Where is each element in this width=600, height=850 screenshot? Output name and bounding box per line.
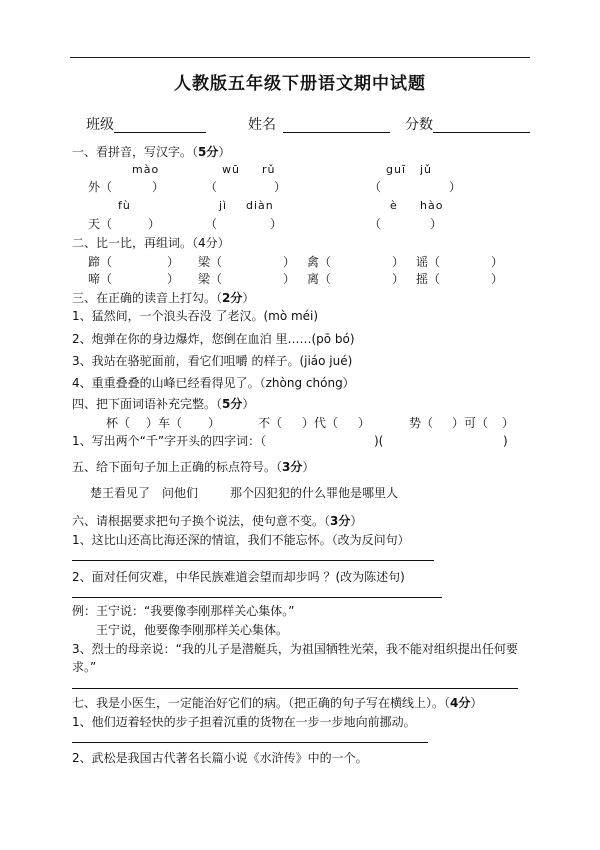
q1-points: 5分: [198, 145, 219, 159]
q2-cell-close: ）: [167, 272, 180, 286]
q7-heading: [72, 697, 482, 709]
q2-cell[interactable]: 离（: [307, 272, 332, 286]
q5-heading-text: 五、给下面句子加上正确的标点符号。（: [72, 460, 283, 474]
name-field[interactable]: [283, 132, 390, 133]
q5-phrase: 那个囚犯犯的什么罪: [230, 486, 339, 500]
q1-pinyin: mào: [132, 163, 160, 176]
q1-heading: [72, 146, 230, 158]
q1-heading-text: 一、看拼音，写汉字。（: [72, 145, 199, 159]
q4-fill[interactable]: ）可（: [452, 416, 489, 430]
q3-close: ）: [242, 291, 255, 305]
q1-pinyin: jǔ: [420, 163, 433, 176]
q6-item1: 1、这比山还高比海还深的情谊，我们不能忘怀。（改为反问句）: [72, 533, 410, 547]
q6-item2: 2、面对任何灾难，中华民族难道会望而却步吗 ？(改为陈述句): [72, 570, 405, 584]
q4-fill: ）: [208, 416, 221, 430]
q6-example2: 王宁说，他要像李刚那样关心集体。: [96, 623, 289, 637]
q4-item1-end: ): [503, 434, 508, 448]
score-field[interactable]: [433, 132, 530, 133]
q2-cell[interactable]: 摇（: [416, 272, 441, 286]
top-rule: [70, 57, 530, 58]
q2-cell[interactable]: 谣（: [416, 255, 441, 269]
q4-heading-text: 四、把下面词语补充完整。（: [72, 397, 223, 411]
answer-line[interactable]: [72, 560, 434, 561]
q5-phrase: 楚王看见了: [90, 486, 151, 500]
q3-item: 3、我站在骆驼面前，看它们咀嚼 的样子。(jiáo jué): [72, 354, 353, 368]
q1-pinyin: fù: [118, 199, 131, 212]
q1-blank-close: ）: [270, 217, 283, 231]
q7-close: ）: [470, 696, 483, 710]
q2-cell-close: ）: [392, 255, 405, 269]
q3-item: 2、炮弹在你的身边爆炸，您倒在血泊 里……(pō bó): [72, 332, 355, 346]
answer-line[interactable]: [72, 597, 442, 598]
q1-pinyin: rǔ: [262, 163, 276, 176]
q5-phrase: 他是哪里人: [338, 486, 399, 500]
q5-heading: [72, 461, 314, 473]
q7-heading-text: 七、我是小医生，一定能治好它们的病。（把正确的句子写在横线上）。（: [72, 696, 451, 710]
q3-points: 2分: [222, 291, 243, 305]
q4-fill[interactable]: 杯（: [106, 416, 131, 430]
q6-heading-text: 六、请根据要求把句子换个说法，使句意不变。（: [72, 514, 331, 528]
q6-points: 3分: [330, 514, 351, 528]
q2-cell-close: ）: [283, 255, 296, 269]
q4-item1: 1、写出两个“千”字开头的四字词：（: [72, 434, 267, 448]
q6-heading: [72, 515, 362, 527]
q2-cell[interactable]: 梁（: [198, 272, 223, 286]
q3-item: 4、重重叠叠的山峰已经看得见了。（zhòng chóng）: [72, 376, 355, 390]
q4-points: 5分: [222, 397, 243, 411]
q7-item1: 1、他们迈着轻快的步子担着沉重的货物在一步一步地向前挪动。: [72, 715, 416, 729]
q1-blank-close: ）: [152, 180, 165, 194]
q1-blank-open[interactable]: 天（: [88, 217, 113, 231]
score-label: 分数: [405, 117, 433, 133]
q4-item1-mid[interactable]: )(: [374, 434, 384, 448]
q1-blank-open[interactable]: （: [369, 180, 382, 194]
answer-line[interactable]: [72, 742, 428, 743]
q1-pinyin: wū: [222, 163, 240, 176]
q1-pinyin: jì: [219, 199, 228, 212]
q6-item3-cont: 求。”: [72, 660, 97, 674]
q1-pinyin: guī: [386, 163, 407, 176]
q1-close: ）: [218, 145, 231, 159]
q4-close: ）: [242, 397, 255, 411]
q4-fill: ）: [502, 416, 515, 430]
q7-points: 4分: [450, 696, 471, 710]
q7-item2: 2、武松是我国古代著名长篇小说《水浒传》中的一个。: [72, 751, 368, 765]
q1-blank-open[interactable]: （: [369, 217, 382, 231]
q2-cell[interactable]: 禽（: [307, 255, 332, 269]
q1-blank-open[interactable]: （: [205, 217, 218, 231]
q2-heading: 二、比一比，再组词。（4分）: [72, 236, 230, 250]
q6-item3: 3、烈士的母亲说：“我的儿子是潜艇兵，为祖国牺牲光荣，我不能对组织提出任何要: [72, 642, 518, 656]
q6-close: ）: [350, 514, 363, 528]
answer-line[interactable]: [72, 688, 518, 689]
q1-pinyin: è: [390, 199, 398, 212]
q1-pinyin: diàn: [246, 199, 274, 212]
q2-cell[interactable]: 梁（: [198, 255, 223, 269]
q2-cell-close: ）: [392, 272, 405, 286]
q1-pinyin: hào: [420, 199, 444, 212]
q2-cell[interactable]: 啼（: [88, 272, 113, 286]
name-label: 姓名: [248, 117, 276, 133]
q3-item: 1、猛然间，一个浪头吞没 了老汉。(mò méi): [72, 309, 319, 323]
q1-blank-open[interactable]: （: [205, 180, 218, 194]
page-title: 人教版五年级下册语文期中试题: [174, 74, 426, 94]
q1-blank-open[interactable]: 外（: [88, 180, 113, 194]
q4-fill[interactable]: ）代（: [302, 416, 339, 430]
q2-cell[interactable]: 蹄（: [88, 255, 113, 269]
q4-fill[interactable]: ）车（: [146, 416, 183, 430]
q4-fill[interactable]: 不（: [258, 416, 283, 430]
q2-cell-close: ）: [491, 272, 504, 286]
q3-heading-text: 三、在正确的读音上打勾。（: [72, 291, 223, 305]
q2-cell-close: ）: [167, 255, 180, 269]
q5-phrase: 问他们: [162, 486, 199, 500]
q6-example1: 例：王宁说：“我要像李刚那样关心集体。”: [72, 604, 295, 618]
q2-cell-close: ）: [491, 255, 504, 269]
q4-fill: ）: [358, 416, 371, 430]
q1-blank-close: ）: [430, 217, 443, 231]
q4-fill[interactable]: 势（: [409, 416, 434, 430]
class-field[interactable]: [114, 132, 206, 133]
q3-heading: [72, 292, 254, 304]
q5-close: ）: [302, 460, 315, 474]
q4-heading: [72, 398, 254, 410]
q2-cell-close: ）: [283, 272, 296, 286]
q1-blank-close: ）: [148, 217, 161, 231]
class-label: 班级: [86, 117, 114, 133]
q1-blank-close: ）: [449, 180, 462, 194]
q1-blank-close: ）: [274, 180, 287, 194]
q5-points: 3分: [282, 460, 303, 474]
